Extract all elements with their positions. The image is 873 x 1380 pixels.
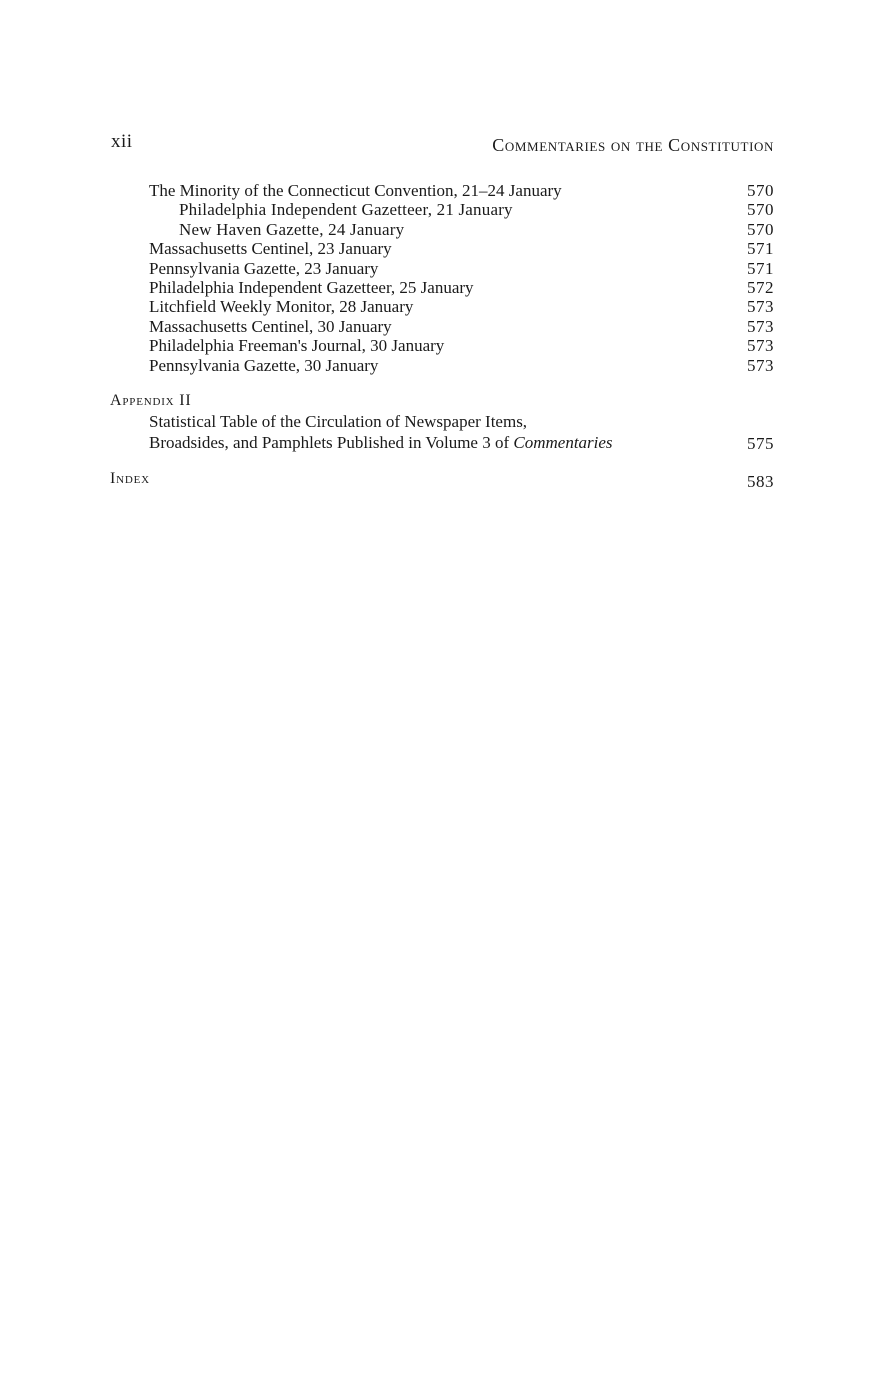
appendix-heading: Appendix II [110,392,192,409]
toc-entry-title: Massachusetts Centinel, 30 January [149,316,392,336]
toc-entry-page: 570 [747,200,774,220]
toc-entry-page: 573 [747,336,774,356]
toc-entry-title: Pennsylvania Gazette, 23 January [149,258,379,278]
toc-entry-title: Philadelphia Freeman's Journal, 30 January [149,336,445,356]
index-page: 583 [747,472,774,491]
toc-entry [0,356,873,375]
toc-entry-title: Massachusetts Centinel, 23 January [149,239,392,259]
toc-entry [0,278,873,297]
toc-entry-title: Litchfield Weekly Monitor, 28 January [149,297,414,317]
toc-entry [0,336,873,355]
toc-entry [0,181,873,200]
toc-entry [0,200,873,219]
toc-entry-page: 572 [747,277,774,297]
toc-entry-page: 570 [747,219,774,239]
toc-entry-page: 573 [747,355,774,375]
toc-entry-page: 571 [747,258,774,278]
running-head: Commentaries on the Constitution [492,135,774,155]
index-heading: Index [110,470,150,487]
appendix-page: 575 [747,434,774,453]
toc-entry-page: 573 [747,316,774,336]
toc-entry-title: Philadelphia Independent Gazetteer, 21 January [179,200,513,220]
toc-entry [0,259,873,278]
appendix-description-line-1: Statistical Table of the Circulation of Newspaper Items, [149,412,528,431]
toc-entry-title: The Minority of the Connecticut Convention, 21–24 January [149,181,562,200]
page-number: xii [111,131,133,152]
toc-entry-page: 571 [747,239,774,259]
toc-entry [0,239,873,258]
appendix-description-line-2 [149,433,613,453]
toc-entry-title: New Haven Gazette, 24 January [179,219,405,239]
toc-entry-title: Philadelphia Independent Gazetteer, 25 January [149,277,474,297]
toc-entry-page: 570 [747,181,774,200]
toc-entry [0,220,873,239]
appendix-description-text: Broadsides, and Pamphlets Published in Volume 3 of [149,433,514,452]
appendix-italic-title: Commentaries [513,433,613,452]
table-of-contents [0,181,873,375]
toc-entry-page: 573 [747,297,774,317]
toc-entry [0,317,873,336]
toc-entry-title: Pennsylvania Gazette, 30 January [149,355,379,375]
toc-entry [0,297,873,316]
